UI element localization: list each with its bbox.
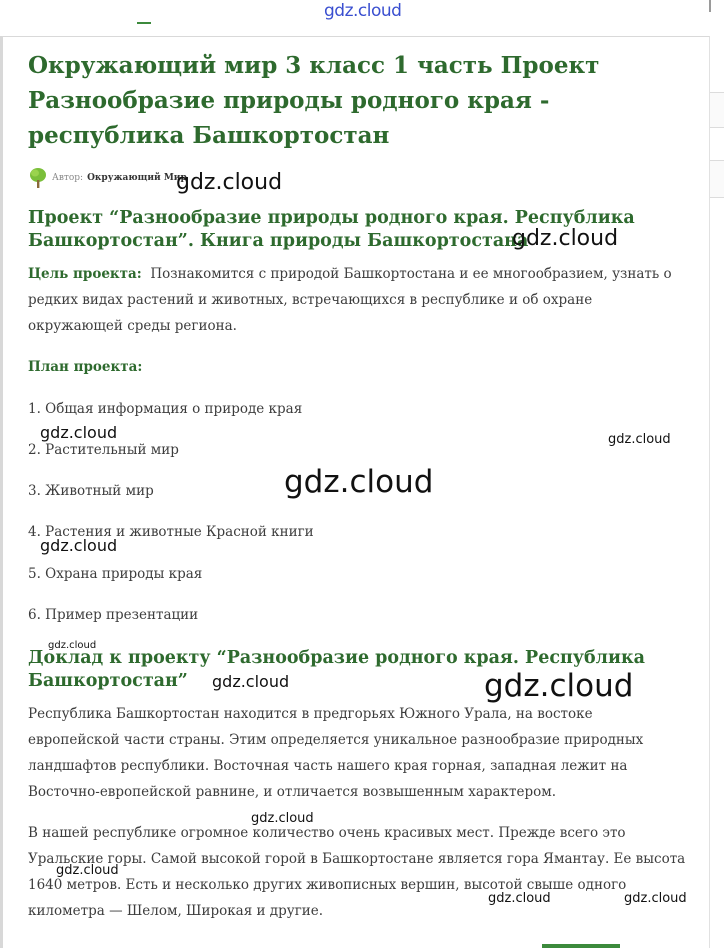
- watermark: gdz.cloud: [608, 432, 671, 447]
- watermark: gdz.cloud: [484, 668, 634, 704]
- top-bar: [0, 0, 724, 36]
- watermark: gdz.cloud: [251, 811, 314, 826]
- watermark: gdz.cloud: [48, 640, 97, 651]
- watermark: gdz.cloud: [40, 423, 118, 442]
- watermark: gdz.cloud: [512, 226, 619, 251]
- section-heading-project: Проект “Разнообразие природы родного края. Республика Башкортостан”. Книга природы Башкортостана: [28, 208, 635, 251]
- tree-icon: [28, 167, 48, 189]
- watermark: gdz.cloud: [624, 891, 687, 906]
- watermark: gdz.cloud: [56, 863, 119, 878]
- report-paragraph: Республика Башкортостан находится в предгорьях Южного Урала, на востоке европейской части страны. Этим определяется уникальное разнообразие природных ландшафтов республики. Восточная часть нашего края горная, западная лежит на Восточно-европейской равнине, и отличается возвышенным характером.: [28, 706, 644, 800]
- watermark: gdz.cloud: [212, 672, 290, 691]
- menu-indicator[interactable]: [137, 22, 151, 24]
- plan-item: 5. Охрана природы края: [28, 566, 203, 582]
- goal-paragraph: [28, 261, 688, 339]
- watermark: gdz.cloud: [284, 464, 434, 500]
- author-label: Автор:: [52, 173, 84, 183]
- site-logo[interactable]: gdz.cloud: [324, 1, 402, 21]
- watermark: gdz.cloud: [176, 170, 283, 195]
- report-paragraph: В нашей республике огромное количество очень красивых мест. Прежде всего это Уральские горы. Самой высокой горой в Башкортостане является гора Ямантау. Ее высота 1640 метров. Есть и несколько других живописных вершин, высотой свыше одного километра — Шелом, Широкая и другие.: [28, 825, 686, 919]
- plan-item: 6. Пример презентации: [28, 607, 199, 623]
- plan-item: 2. Растительный мир: [28, 442, 179, 458]
- bottom-accent-bar: [542, 944, 620, 948]
- author-name[interactable]: Окружающий Мир: [87, 173, 187, 183]
- page-title: Окружающий мир 3 класс 1 часть Проект Разнообразие природы родного края - республика Башкортостан: [28, 52, 600, 149]
- plan-item: 4. Растения и животные Красной книги: [28, 524, 314, 540]
- goal-label: Цель проекта:: [28, 266, 142, 282]
- top-divider: [709, 0, 711, 12]
- watermark: gdz.cloud: [488, 891, 551, 906]
- author-line: [28, 166, 187, 190]
- plan-label: План проекта:: [28, 359, 143, 375]
- side-widget[interactable]: [710, 160, 724, 198]
- section-heading-report: Доклад к проекту “Разнообразие родного края. Республика Башкортостан”: [28, 648, 645, 691]
- side-widget[interactable]: [710, 92, 724, 128]
- plan-item: 1. Общая информация о природе края: [28, 401, 303, 417]
- plan-item: 3. Животный мир: [28, 483, 154, 499]
- watermark: gdz.cloud: [40, 536, 118, 555]
- goal-text: Познакомится с природой Башкортостана и ее многообразием, узнать о редких видах растений и животных, встречающихся в республике и об охране окружающей среды региона.: [28, 266, 672, 334]
